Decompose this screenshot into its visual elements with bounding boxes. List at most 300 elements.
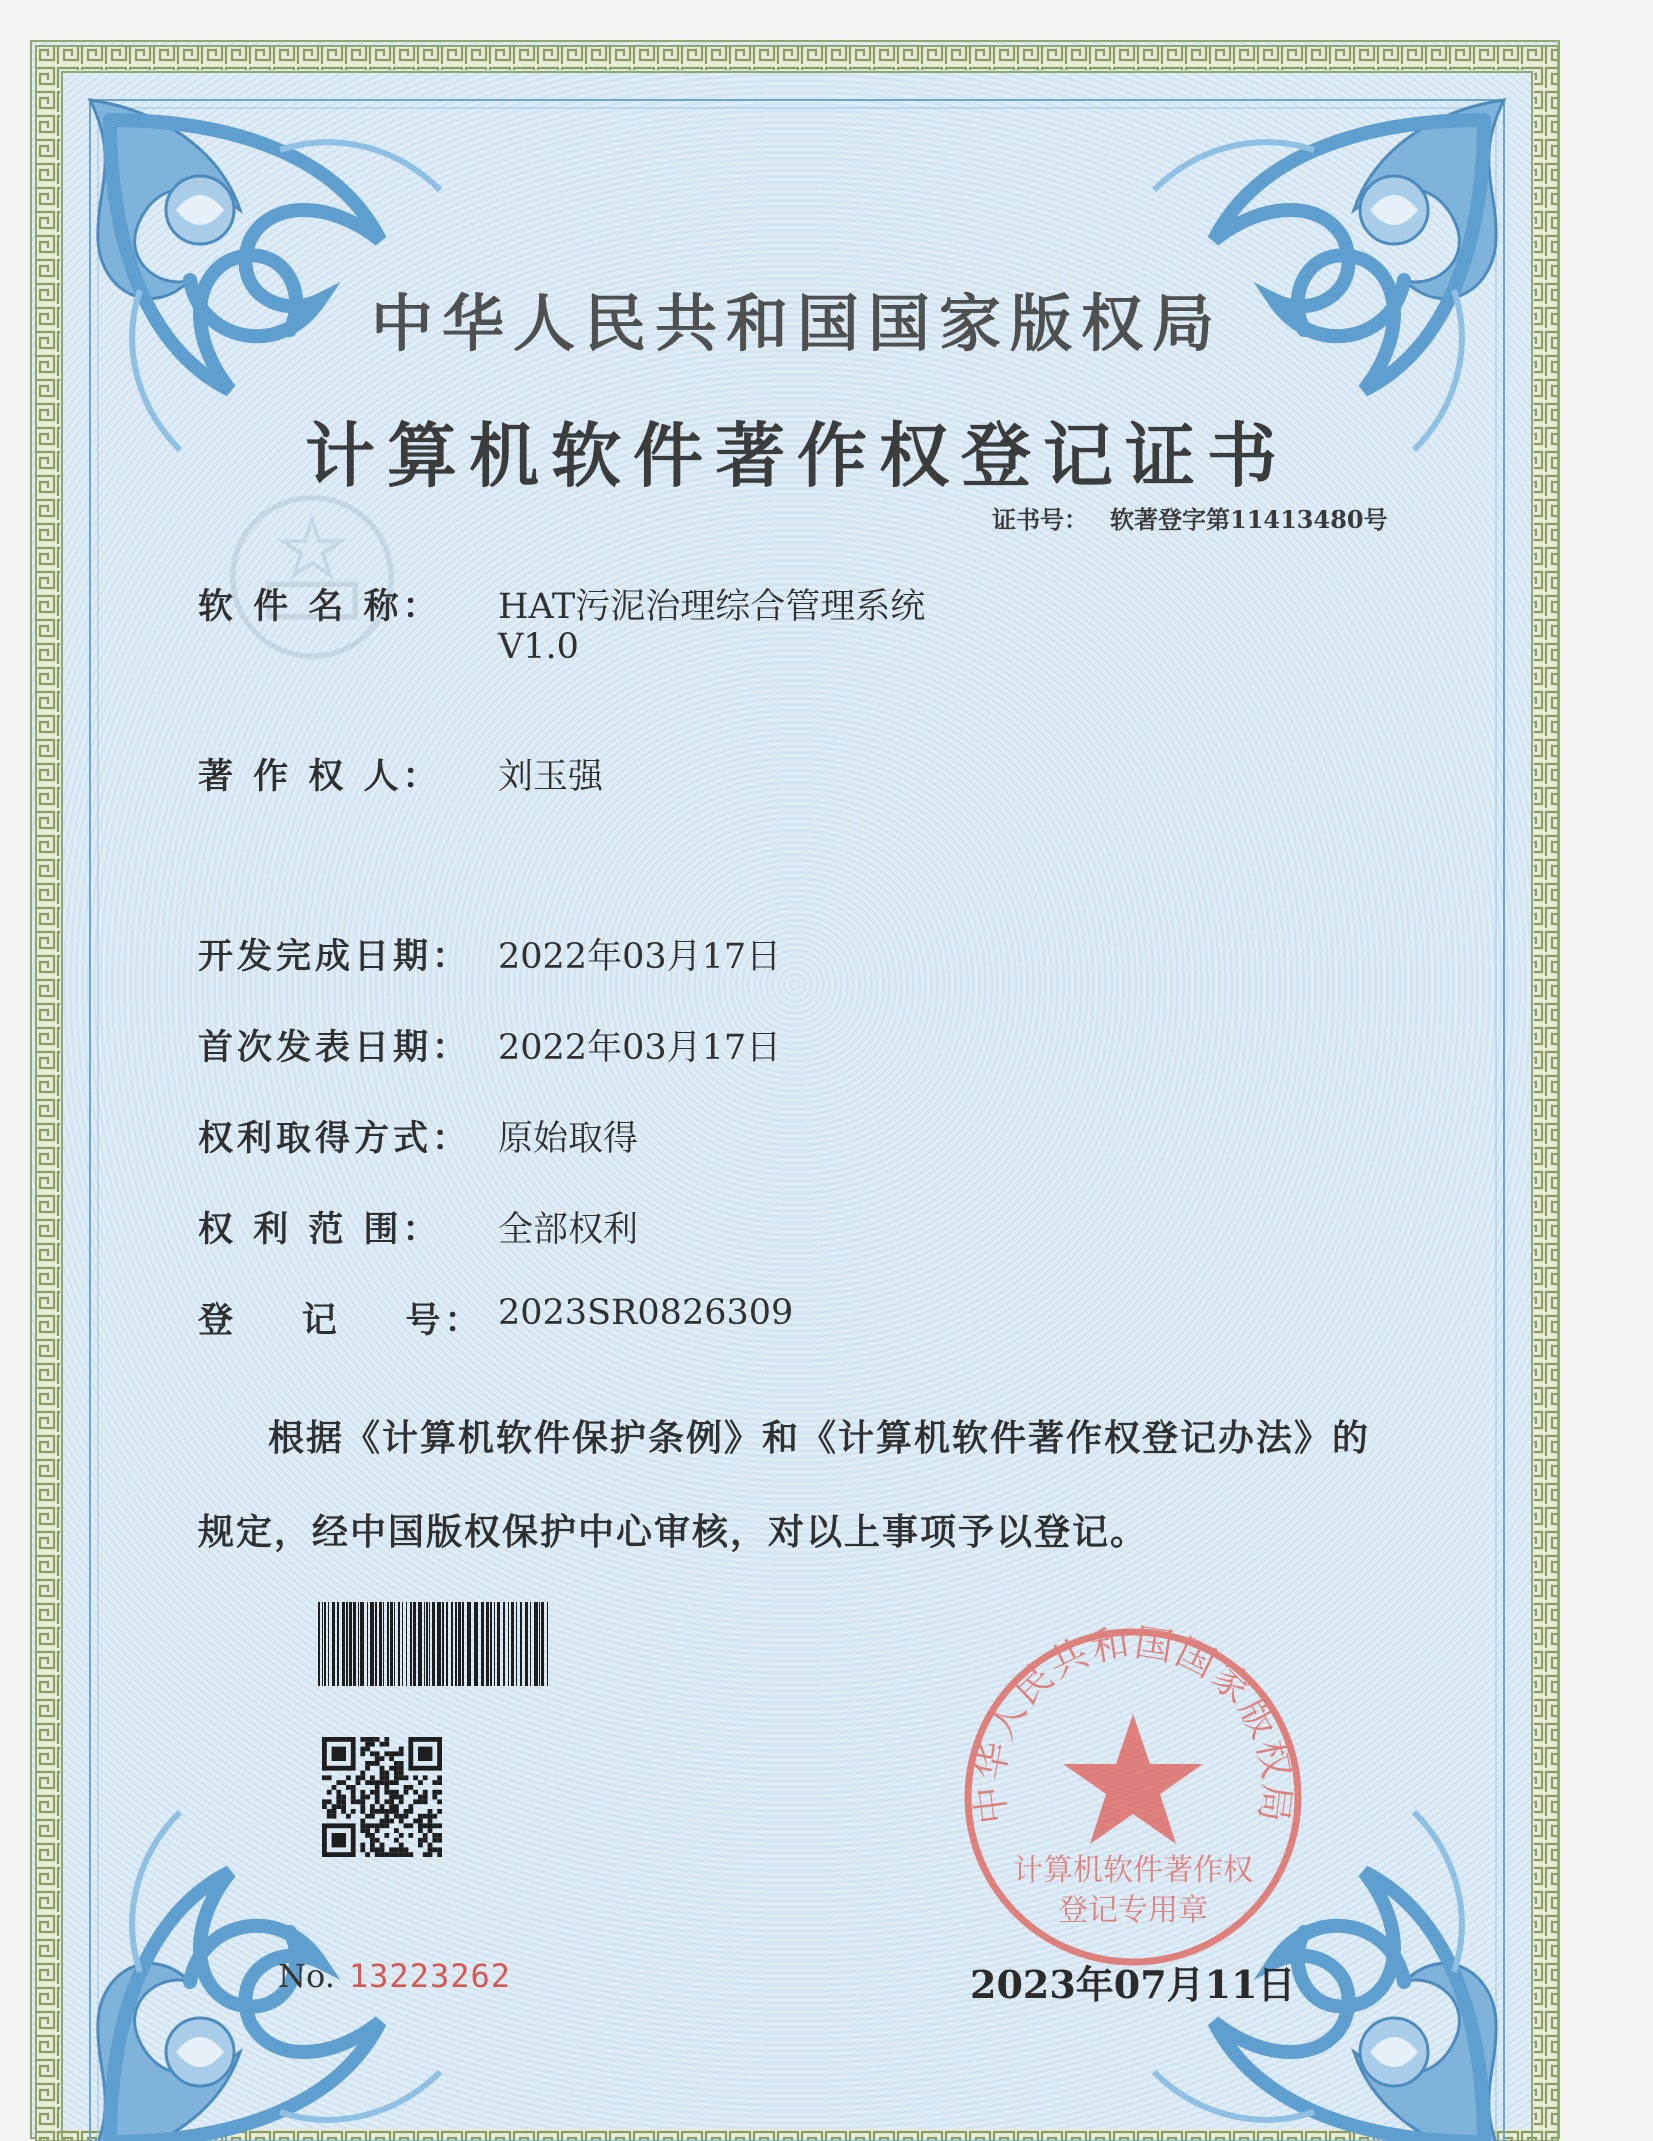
- qr-module: [423, 1790, 428, 1795]
- qr-module: [370, 1843, 375, 1848]
- qr-module: [346, 1785, 351, 1790]
- qr-module: [351, 1785, 356, 1790]
- barcode-bar: [394, 1602, 395, 1686]
- qr-module: [380, 1852, 385, 1857]
- qr-module: [437, 1847, 442, 1852]
- qr-module: [399, 1814, 404, 1819]
- barcode-bar: [525, 1602, 528, 1686]
- qr-module: [404, 1809, 409, 1814]
- field-label: 软 件 名 称：: [198, 586, 442, 627]
- qr-module: [327, 1775, 332, 1780]
- barcode-bar: [547, 1602, 548, 1686]
- certificate: [30, 40, 1560, 2139]
- qr-module: [404, 1790, 409, 1795]
- qr-module: [360, 1809, 365, 1814]
- qr-module: [413, 1775, 418, 1780]
- qr-module: [408, 1804, 413, 1809]
- qr-module: [370, 1804, 375, 1809]
- barcode-bar: [503, 1602, 505, 1686]
- qr-module: [375, 1828, 380, 1833]
- qr-module: [394, 1809, 399, 1814]
- qr-module: [432, 1833, 437, 1838]
- statement-line-2: 规定，经中国版权保护中心审核，对以上事项予以登记。: [198, 1511, 1149, 1553]
- qr-module: [380, 1775, 385, 1780]
- qr-module: [370, 1775, 375, 1780]
- field-label: 权 利 范 围：: [198, 1209, 442, 1250]
- qr-module: [370, 1790, 375, 1795]
- qr-module: [370, 1737, 375, 1742]
- barcode-bar: [358, 1602, 359, 1686]
- qr-module: [384, 1799, 389, 1804]
- qr-module: [375, 1785, 380, 1790]
- barcode-bar: [458, 1602, 461, 1686]
- qr-module: [428, 1809, 433, 1814]
- qr-module: [437, 1833, 442, 1838]
- qr-module: [413, 1819, 418, 1824]
- qr-module: [428, 1823, 433, 1828]
- barcode-bar: [332, 1602, 335, 1686]
- qr-module: [360, 1828, 365, 1833]
- field-label: 著 作 权 人：: [198, 756, 442, 797]
- qr-module: [384, 1737, 389, 1742]
- qr-module: [389, 1756, 394, 1761]
- qr-module: [322, 1775, 327, 1780]
- qr-module: [327, 1790, 332, 1795]
- qr-module: [399, 1771, 404, 1776]
- barcode-bar: [328, 1602, 329, 1686]
- qr-module: [437, 1852, 442, 1857]
- qr-module: [341, 1809, 346, 1814]
- qr-module: [336, 1795, 341, 1800]
- qr-module: [394, 1838, 399, 1843]
- qr-module: [437, 1838, 442, 1843]
- field-value: HAT污泥治理综合管理系统: [498, 587, 926, 627]
- qr-module: [380, 1766, 385, 1771]
- qr-module: [360, 1771, 365, 1776]
- statement-line-1: 根据《计算机软件保护条例》和《计算机软件著作权登记办法》的: [268, 1417, 1371, 1459]
- qr-module: [423, 1814, 428, 1819]
- qr-module: [332, 1804, 337, 1809]
- qr-module: [370, 1751, 375, 1756]
- qr-module: [408, 1785, 413, 1790]
- qr-module: [428, 1814, 433, 1819]
- qr-module: [437, 1799, 442, 1804]
- qr-module: [380, 1771, 385, 1776]
- qr-module: [322, 1804, 327, 1809]
- qr-module: [413, 1790, 418, 1795]
- qr-module: [423, 1852, 428, 1857]
- qr-module: [375, 1795, 380, 1800]
- barcode-bar: [387, 1602, 389, 1686]
- barcode-bar: [383, 1602, 384, 1686]
- qr-module: [384, 1833, 389, 1838]
- qr-module: [370, 1847, 375, 1852]
- qr-module: [423, 1795, 428, 1800]
- qr-module: [360, 1795, 365, 1800]
- qr-module: [380, 1809, 385, 1814]
- qr-module: [327, 1814, 332, 1819]
- barcode-bar: [534, 1602, 538, 1686]
- qr-module: [423, 1838, 428, 1843]
- qr-module: [399, 1847, 404, 1852]
- qr-module: [399, 1795, 404, 1800]
- qr-module: [389, 1780, 394, 1785]
- qr-module: [360, 1737, 365, 1742]
- qr-module: [437, 1780, 442, 1785]
- qr-module: [365, 1814, 370, 1819]
- qr-module: [389, 1809, 394, 1814]
- barcode-bar: [520, 1602, 522, 1686]
- qr-module: [428, 1828, 433, 1833]
- qr-module: [394, 1751, 399, 1756]
- qr-module: [327, 1809, 332, 1814]
- certificate-title: 计算机软件著作权登记证书: [305, 414, 1289, 497]
- qr-module: [408, 1809, 413, 1814]
- qr-module: [360, 1751, 365, 1756]
- qr-module: [365, 1742, 370, 1747]
- qr-module: [399, 1843, 404, 1848]
- barcode-bar: [402, 1602, 403, 1686]
- qr-module: [394, 1761, 399, 1766]
- qr-module: [346, 1775, 351, 1780]
- national-emblem-watermark-icon: [222, 487, 402, 667]
- qr-module: [428, 1819, 433, 1824]
- qr-module: [399, 1852, 404, 1857]
- qr-module: [394, 1852, 399, 1857]
- qr-module: [365, 1823, 370, 1828]
- field-value: 刘玉强: [498, 757, 604, 797]
- barcode-bar: [429, 1602, 430, 1686]
- field-value: 原始取得: [498, 1119, 639, 1159]
- barcode-bar: [418, 1602, 422, 1686]
- qr-module: [399, 1766, 404, 1771]
- qr-module: [370, 1833, 375, 1838]
- qr-module: [375, 1847, 380, 1852]
- certificate-number-label: 证书号：: [992, 505, 1088, 534]
- barcode-bar: [508, 1602, 509, 1686]
- barcode-bar: [353, 1602, 356, 1686]
- qr-module: [432, 1790, 437, 1795]
- qr-module: [360, 1847, 365, 1852]
- seal-inner-line-1: 计算机软件著作权: [1013, 1853, 1253, 1888]
- qr-module: [380, 1843, 385, 1848]
- qr-module: [432, 1795, 437, 1800]
- qr-module: [394, 1790, 399, 1795]
- barcode-bar: [370, 1602, 374, 1686]
- qr-module: [360, 1823, 365, 1828]
- qr-module: [360, 1804, 365, 1809]
- barcode-bar: [324, 1602, 326, 1686]
- qr-module: [356, 1799, 361, 1804]
- qr-module: [389, 1804, 394, 1809]
- barcode-bar: [360, 1602, 364, 1686]
- qr-module: [399, 1775, 404, 1780]
- barcode-bar: [530, 1602, 531, 1686]
- qr-module: [404, 1847, 409, 1852]
- qr-module: [437, 1823, 442, 1828]
- barcode-bar: [426, 1602, 428, 1686]
- qr-module: [375, 1756, 380, 1761]
- qr-module: [408, 1823, 413, 1828]
- field-value-line2: V1.0: [498, 627, 579, 667]
- qr-module: [360, 1819, 365, 1824]
- barcode-bar: [432, 1602, 435, 1686]
- barcode-bar: [511, 1602, 514, 1686]
- qr-module: [384, 1771, 389, 1776]
- barcode-bar: [467, 1602, 471, 1686]
- qr-module: [418, 1795, 423, 1800]
- qr-module: [360, 1775, 365, 1780]
- barcode-bar: [497, 1602, 500, 1686]
- qr-finder: [332, 1833, 346, 1847]
- barcode-bar: [462, 1602, 464, 1686]
- qr-module: [389, 1847, 394, 1852]
- field-value: 2023SR0826309: [498, 1293, 794, 1333]
- qr-module: [394, 1766, 399, 1771]
- barcode-bar: [474, 1602, 478, 1686]
- qr-module: [389, 1795, 394, 1800]
- field-value: 全部权利: [498, 1210, 639, 1250]
- seal-inner-line-2: 登记专用章: [1058, 1893, 1208, 1928]
- qr-module: [437, 1809, 442, 1814]
- certificate-number: [992, 500, 1410, 535]
- barcode-bar: [349, 1602, 352, 1686]
- barcode-bar: [539, 1602, 540, 1686]
- qr-module: [389, 1819, 394, 1824]
- field-value: 2022年03月17日: [498, 1028, 782, 1068]
- qr-module: [375, 1799, 380, 1804]
- qr-module: [389, 1790, 394, 1795]
- qr-module: [356, 1775, 361, 1780]
- qr-module: [408, 1833, 413, 1838]
- qr-module: [384, 1823, 389, 1828]
- qr-module: [380, 1804, 385, 1809]
- qr-module: [384, 1785, 389, 1790]
- qr-module: [365, 1761, 370, 1766]
- qr-module: [375, 1780, 380, 1785]
- qr-module: [389, 1799, 394, 1804]
- qr-module: [380, 1823, 385, 1828]
- qr-module: [351, 1799, 356, 1804]
- qr-module: [365, 1747, 370, 1752]
- barcode-bar: [490, 1602, 492, 1686]
- barcode-bar: [379, 1602, 382, 1686]
- qr-module: [365, 1833, 370, 1838]
- barcode-bar: [337, 1602, 339, 1686]
- field-label: 首次发表日期：: [198, 1027, 472, 1068]
- barcode-bar: [442, 1602, 444, 1686]
- barcode-bar: [424, 1602, 425, 1686]
- qr-module: [327, 1799, 332, 1804]
- qr-module: [351, 1795, 356, 1800]
- qr-module: [418, 1814, 423, 1819]
- issue-date: 2023年07月11日: [970, 1962, 1296, 2007]
- qr-module: [360, 1843, 365, 1848]
- qr-code-icon: [322, 1737, 442, 1857]
- qr-module: [404, 1852, 409, 1857]
- qr-module: [428, 1843, 433, 1848]
- serial-number-value: 13223262: [348, 1957, 511, 1995]
- qr-module: [341, 1780, 346, 1785]
- qr-module: [394, 1795, 399, 1800]
- barcode-bar: [437, 1602, 441, 1686]
- qr-module: [389, 1766, 394, 1771]
- qr-module: [384, 1809, 389, 1814]
- qr-module: [418, 1843, 423, 1848]
- qr-module: [370, 1761, 375, 1766]
- qr-module: [394, 1828, 399, 1833]
- field-label: 登 记 号：: [198, 1300, 484, 1341]
- qr-module: [341, 1795, 346, 1800]
- qr-module: [399, 1751, 404, 1756]
- qr-module: [384, 1775, 389, 1780]
- qr-module: [384, 1751, 389, 1756]
- qr-module: [380, 1756, 385, 1761]
- qr-module: [394, 1814, 399, 1819]
- qr-module: [375, 1751, 380, 1756]
- qr-module: [428, 1852, 433, 1857]
- qr-module: [384, 1819, 389, 1824]
- qr-module: [341, 1799, 346, 1804]
- qr-module: [423, 1799, 428, 1804]
- qr-module: [336, 1780, 341, 1785]
- qr-module: [375, 1823, 380, 1828]
- barcode-bar: [342, 1602, 345, 1686]
- qr-module: [356, 1780, 361, 1785]
- qr-module: [413, 1799, 418, 1804]
- qr-module: [365, 1852, 370, 1857]
- qr-module: [360, 1747, 365, 1752]
- qr-module: [389, 1751, 394, 1756]
- qr-module: [394, 1804, 399, 1809]
- qr-module: [336, 1804, 341, 1809]
- qr-module: [432, 1838, 437, 1843]
- qr-module: [384, 1814, 389, 1819]
- qr-module: [380, 1780, 385, 1785]
- certificate-number-value: 软著登字第11413480号: [1110, 505, 1388, 534]
- qr-module: [432, 1823, 437, 1828]
- qr-module: [375, 1790, 380, 1795]
- qr-module: [351, 1809, 356, 1814]
- barcode-bar: [367, 1602, 368, 1686]
- qr-module: [399, 1761, 404, 1766]
- qr-module: [332, 1809, 337, 1814]
- barcode-bar: [486, 1602, 489, 1686]
- barcode-bar: [481, 1602, 484, 1686]
- qr-module: [360, 1790, 365, 1795]
- qr-module: [351, 1790, 356, 1795]
- qr-module: [360, 1799, 365, 1804]
- qr-finder: [418, 1747, 432, 1761]
- serial-number: [278, 1957, 511, 1995]
- qr-module: [375, 1809, 380, 1814]
- qr-module: [384, 1790, 389, 1795]
- qr-module: [380, 1819, 385, 1824]
- qr-module: [370, 1823, 375, 1828]
- qr-module: [375, 1852, 380, 1857]
- qr-module: [365, 1737, 370, 1742]
- barcode-icon: [318, 1602, 548, 1686]
- barcode-bar: [318, 1602, 320, 1686]
- qr-module: [432, 1780, 437, 1785]
- qr-module: [394, 1771, 399, 1776]
- qr-module: [418, 1828, 423, 1833]
- qr-module: [408, 1852, 413, 1857]
- qr-module: [418, 1838, 423, 1843]
- barcode-bar: [406, 1602, 407, 1686]
- qr-module: [423, 1775, 428, 1780]
- barcode-bar: [494, 1602, 495, 1686]
- qr-module: [423, 1833, 428, 1838]
- qr-module: [365, 1780, 370, 1785]
- qr-module: [399, 1799, 404, 1804]
- barcode-bar: [410, 1602, 412, 1686]
- qr-module: [418, 1823, 423, 1828]
- qr-module: [418, 1819, 423, 1824]
- qr-module: [384, 1780, 389, 1785]
- qr-module: [428, 1847, 433, 1852]
- authority-title: 中华人民共和国国家版权局: [370, 287, 1223, 360]
- qr-module: [370, 1809, 375, 1814]
- qr-finder: [332, 1747, 346, 1761]
- qr-module: [389, 1852, 394, 1857]
- qr-module: [432, 1847, 437, 1852]
- barcode-bar: [451, 1602, 453, 1686]
- qr-module: [365, 1766, 370, 1771]
- qr-module: [370, 1780, 375, 1785]
- barcode-bar: [346, 1602, 348, 1686]
- qr-module: [437, 1790, 442, 1795]
- seal-ring-text: 中华人民共和国国家版权局: [966, 1622, 1300, 1827]
- qr-module: [336, 1790, 341, 1795]
- official-seal-icon: [958, 1622, 1308, 1972]
- qr-module: [380, 1742, 385, 1747]
- barcode-bar: [322, 1602, 323, 1686]
- qr-module: [418, 1780, 423, 1785]
- qr-module: [322, 1799, 327, 1804]
- barcode-bar: [390, 1602, 393, 1686]
- qr-module: [380, 1847, 385, 1852]
- qr-module: [418, 1799, 423, 1804]
- qr-module: [336, 1799, 341, 1804]
- serial-prefix: No.: [278, 1957, 335, 1995]
- barcode-bar: [446, 1602, 448, 1686]
- qr-module: [365, 1828, 370, 1833]
- qr-module: [404, 1785, 409, 1790]
- qr-module: [370, 1838, 375, 1843]
- qr-module: [404, 1775, 409, 1780]
- qr-module: [432, 1814, 437, 1819]
- qr-module: [384, 1852, 389, 1857]
- qr-module: [365, 1795, 370, 1800]
- field-label: 权利取得方式：: [198, 1118, 472, 1159]
- qr-module: [394, 1780, 399, 1785]
- qr-module: [404, 1814, 409, 1819]
- barcode-bar: [375, 1602, 377, 1686]
- qr-module: [384, 1742, 389, 1747]
- barcode-bar: [541, 1602, 544, 1686]
- qr-module: [394, 1775, 399, 1780]
- barcode-bar: [413, 1602, 416, 1686]
- qr-module: [399, 1833, 404, 1838]
- qr-module: [375, 1737, 380, 1742]
- qr-module: [399, 1747, 404, 1752]
- qr-module: [346, 1814, 351, 1819]
- barcode-bar: [455, 1602, 457, 1686]
- qr-module: [394, 1847, 399, 1852]
- field-value: 2022年03月17日: [498, 937, 782, 977]
- qr-module: [341, 1804, 346, 1809]
